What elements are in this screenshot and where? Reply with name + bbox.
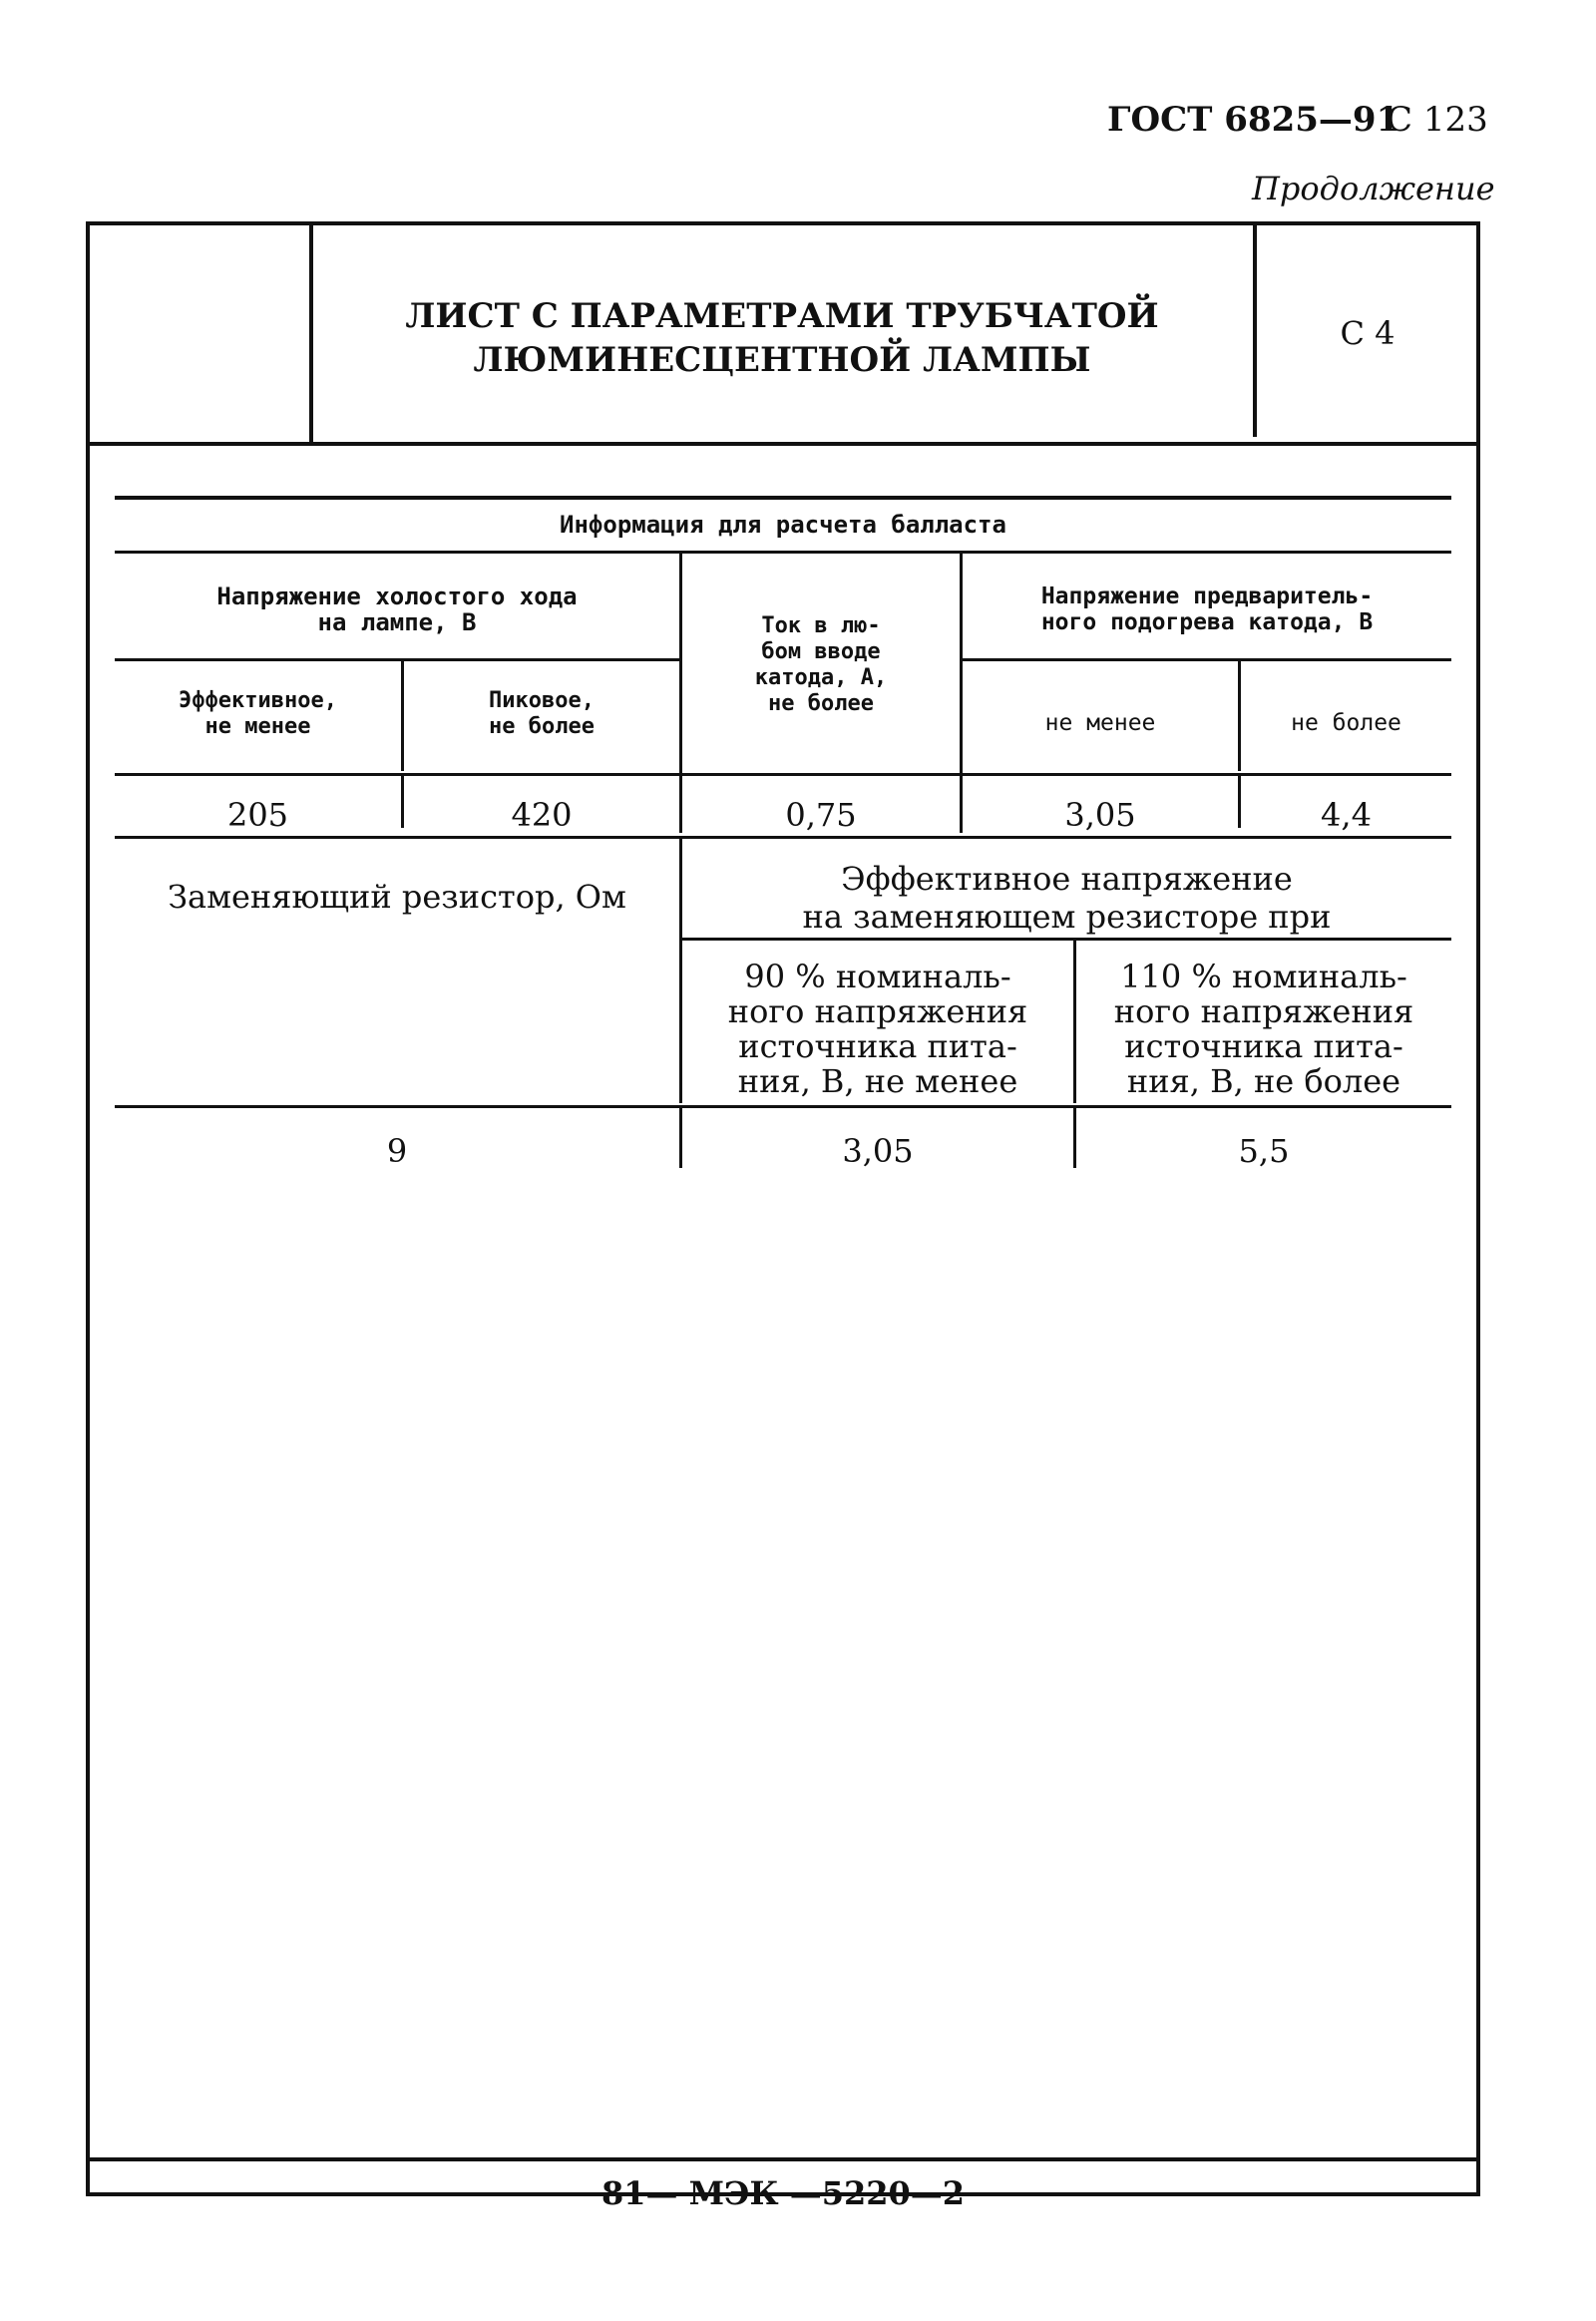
sheet-title-line2: ЛЮМИНЕСЦЕНТНОЙ ЛАМПЫ bbox=[473, 340, 1091, 380]
preheat-line1: Напряжение предваритель- bbox=[1040, 583, 1374, 609]
continuation-label: Продолжение bbox=[1252, 170, 1495, 207]
col90-line4: ния, В, не менее bbox=[737, 1062, 1018, 1100]
ballast-top-rule bbox=[115, 496, 1451, 500]
standard-number: ГОСТ 6825—91 bbox=[1107, 100, 1400, 140]
ballast-subheader-rule-left bbox=[115, 658, 679, 661]
peak-voltage-header bbox=[404, 688, 679, 740]
sheet-title-line1: ЛИСТ С ПАРАМЕТРАМИ ТРУБЧАТОЙ bbox=[405, 296, 1159, 336]
resistor-values-top-rule bbox=[115, 1105, 1451, 1108]
col-110-percent-header bbox=[1076, 960, 1451, 1099]
peak-line1: Пиковое, bbox=[489, 688, 595, 713]
effective-voltage-resistor-header bbox=[682, 860, 1451, 936]
col90-line3: источника пита- bbox=[738, 1027, 1017, 1065]
col90-line2: ного напряжения bbox=[727, 992, 1028, 1030]
value-preheat-min: 3,05 bbox=[1064, 796, 1136, 834]
open-circuit-header-line2: на лампе, В bbox=[317, 608, 477, 636]
current-line3: катода, А, bbox=[754, 665, 888, 690]
value-110-percent: 5,5 bbox=[1238, 1132, 1290, 1170]
page-number: С 123 bbox=[1387, 100, 1488, 140]
ballast-title: Информация для расчета балласта bbox=[560, 511, 1006, 539]
footer-reference: 81— МЭК —5220—2 bbox=[600, 2174, 966, 2212]
ballast-title-rule bbox=[115, 551, 1451, 554]
value-effective-voltage: 205 bbox=[226, 796, 289, 834]
value-cathode-current: 0,75 bbox=[785, 796, 857, 834]
title-bottom-rule bbox=[86, 442, 1480, 446]
open-circuit-header-line1: Напряжение холостого хода bbox=[216, 582, 578, 610]
voltage-header-line2: на заменяющем резисторе при bbox=[802, 898, 1332, 936]
ballast-subheader-rule-right bbox=[963, 658, 1451, 661]
ballast-bottom-rule bbox=[115, 836, 1451, 839]
effective-voltage-header bbox=[115, 688, 401, 740]
col-90-percent-header bbox=[682, 960, 1073, 1099]
preheat-voltage-header bbox=[963, 583, 1451, 635]
col110-line2: ного напряжения bbox=[1113, 992, 1414, 1030]
effective-line1: Эффективное, bbox=[179, 688, 337, 713]
effective-line2: не менее bbox=[204, 714, 311, 739]
current-line1: Ток в лю- bbox=[761, 613, 881, 638]
col90-line1: 90 % номиналь- bbox=[744, 958, 1011, 995]
ballast-values-top-rule bbox=[115, 773, 1451, 776]
voltage-header-line1: Эффективное напряжение bbox=[841, 860, 1293, 898]
resistor-header: Заменяющий резистор, Ом bbox=[168, 878, 626, 916]
current-line2: бом вводе bbox=[761, 639, 881, 664]
col110-line4: ния, В, не более bbox=[1126, 1062, 1401, 1100]
col110-line3: источника пита- bbox=[1124, 1027, 1403, 1065]
sheet-code: С 4 bbox=[1340, 314, 1396, 352]
value-preheat-max: 4,4 bbox=[1321, 796, 1372, 834]
preheat-line2: ного подогрева катода, В bbox=[1040, 609, 1374, 635]
peak-line2: не более bbox=[489, 714, 595, 739]
preheat-max-header: не более bbox=[1291, 710, 1401, 736]
footer-rule bbox=[90, 2157, 1476, 2161]
value-resistor: 9 bbox=[386, 1132, 408, 1170]
open-circuit-voltage-header bbox=[115, 583, 679, 635]
value-90-percent: 3,05 bbox=[842, 1132, 914, 1170]
resistor-subheader-rule bbox=[682, 938, 1451, 941]
sheet-title bbox=[313, 294, 1251, 382]
current-line4: не более bbox=[768, 691, 874, 716]
col110-line1: 110 % номиналь- bbox=[1120, 958, 1407, 995]
cathode-current-header bbox=[682, 613, 960, 717]
preheat-min-header: не менее bbox=[1044, 710, 1156, 736]
value-peak-voltage: 420 bbox=[511, 796, 573, 834]
